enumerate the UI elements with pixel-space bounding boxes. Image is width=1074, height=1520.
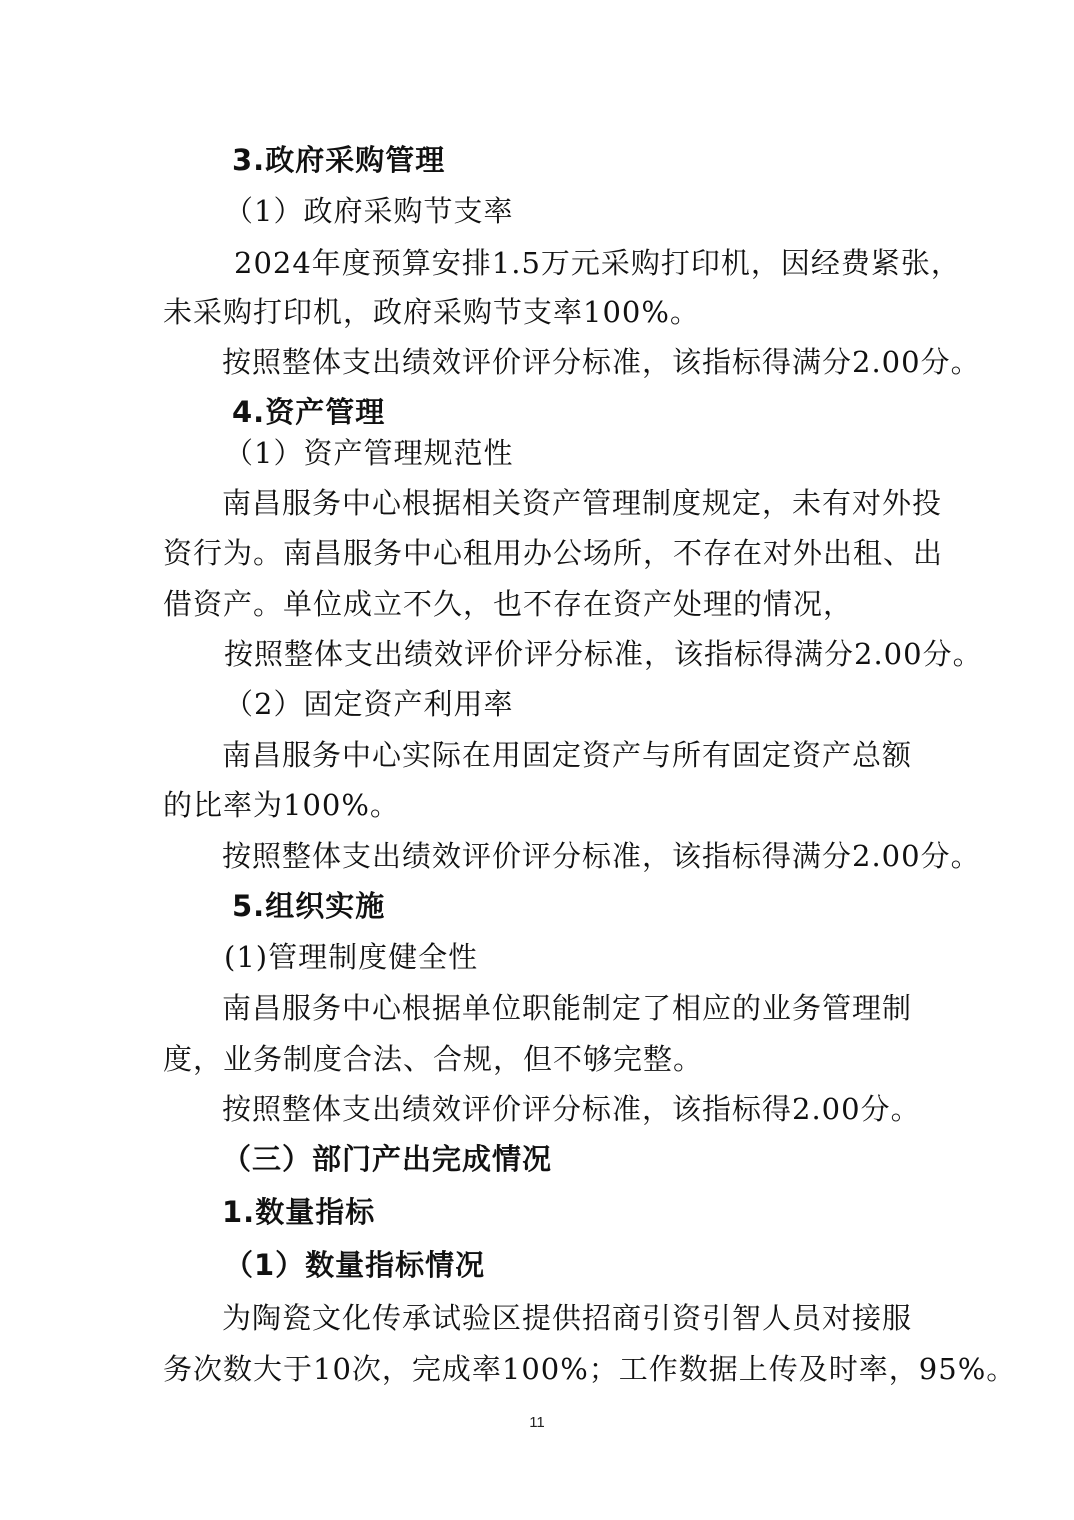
subheading-quantity-indicator-status: （1）数量指标情况 (224, 1248, 486, 1282)
section-heading-organization: 5.组织实施 (232, 889, 386, 923)
paragraph-line: 未采购打印机，政府采购节支率100%。 (163, 295, 700, 329)
section-heading-government-procurement: 3.政府采购管理 (232, 143, 446, 177)
paragraph-line: 南昌服务中心实际在用固定资产与所有固定资产总额 (222, 738, 913, 772)
paragraph-line: 2024年度预算安排1.5万元采购打印机，因经费紧张， (234, 246, 961, 280)
section-heading-quantity-indicators: 1.数量指标 (222, 1195, 376, 1229)
score-line: 按照整体支出绩效评价评分标准，该指标得满分2.00分。 (222, 345, 981, 379)
page-number: 11 (529, 1414, 545, 1431)
paragraph-line: 的比率为100%。 (163, 788, 400, 822)
section-heading-asset-management: 4.资产管理 (232, 395, 386, 429)
subheading-management-system: (1)管理制度健全性 (224, 940, 479, 974)
subheading-asset-management-compliance: （1）资产管理规范性 (224, 436, 514, 470)
paragraph-line: 南昌服务中心根据相关资产管理制度规定，未有对外投 (222, 486, 943, 520)
paragraph-line: 借资产。单位成立不久，也不存在资产处理的情况， (163, 587, 854, 621)
paragraph-line: 为陶瓷文化传承试验区提供招商引资引智人员对接服 (222, 1301, 913, 1335)
score-line: 按照整体支出绩效评价评分标准，该指标得2.00分。 (222, 1092, 921, 1126)
subheading-procurement-savings-rate: （1）政府采购节支率 (224, 194, 514, 228)
paragraph-line: 度，业务制度合法、合规，但不够完整。 (163, 1042, 704, 1076)
score-line: 按照整体支出绩效评价评分标准，该指标得满分2.00分。 (224, 637, 983, 671)
paragraph-line: 务次数大于10次，完成率100%；工作数据上传及时率，95%。 (163, 1352, 1017, 1386)
subheading-fixed-asset-utilization: （2）固定资产利用率 (224, 687, 514, 721)
paragraph-line: 资行为。南昌服务中心租用办公场所，不存在对外出租、出 (163, 536, 944, 570)
paragraph-line: 南昌服务中心根据单位职能制定了相应的业务管理制 (222, 991, 913, 1025)
score-line: 按照整体支出绩效评价评分标准，该指标得满分2.00分。 (222, 839, 981, 873)
section-heading-output-completion: （三）部门产出完成情况 (222, 1142, 553, 1176)
